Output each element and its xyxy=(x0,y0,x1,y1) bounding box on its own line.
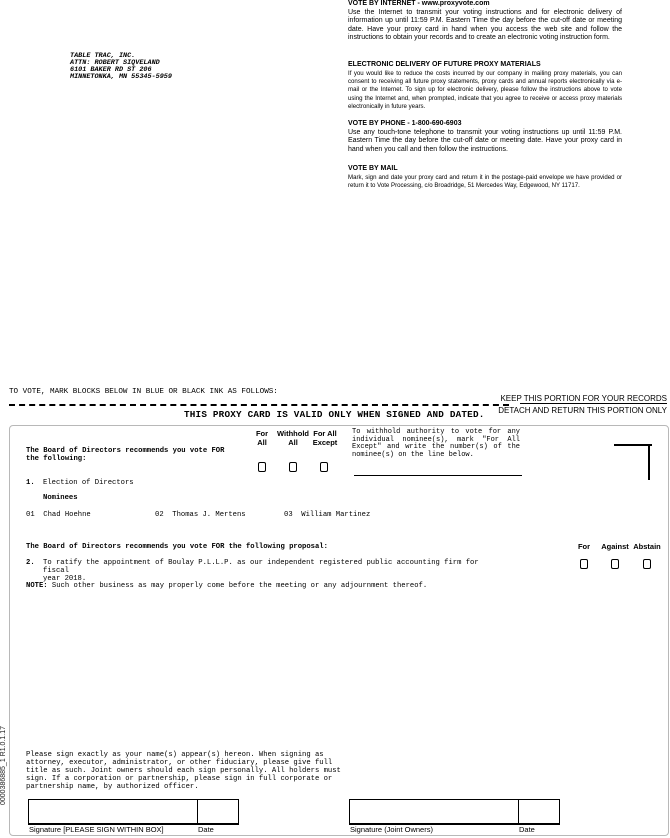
col-withhold-label: All xyxy=(288,437,298,447)
for-all-checkbox[interactable] xyxy=(258,462,266,472)
corner-mark xyxy=(648,444,650,480)
col-except-label: Except xyxy=(312,437,338,447)
item1-text: Election of Directors xyxy=(43,479,134,487)
nominee-number: 02 xyxy=(155,511,164,519)
col-withhold-all xyxy=(276,430,310,447)
nominee-name: Chad Hoehne xyxy=(43,511,91,519)
note-text: Such other business as may properly come before the meeting or any adjournment thereof. xyxy=(47,582,428,590)
item1-number: 1. xyxy=(26,479,35,487)
keep-portion-label: KEEP THIS PORTION FOR YOUR RECORDS xyxy=(500,394,667,403)
board-rec-line: The Board of Directors recommends you vote FOR xyxy=(26,447,225,455)
vote-phone-title: VOTE BY PHONE - 1-800-690-6903 xyxy=(348,120,462,127)
signature-box[interactable] xyxy=(28,799,239,825)
sign-instr-line: attorney, executor, administrator, or other fiduciary, please give full xyxy=(26,759,333,767)
nominee-number: 01 xyxy=(26,511,35,519)
nominee-number: 03 xyxy=(284,511,293,519)
signature-date-divider xyxy=(197,799,198,825)
electronic-delivery-body: If you would like to reduce the costs incurred by our company in mailing proxy materials, you can consent to receiving all future proxy statements, proxy cards and annual reports electronically via e-mail or the Internet. To sign up for electronic delivery, please follow the instructions above to vote using the Internet and, when prompted, indicate that you agree to receive or access proxy materials electronically in future years. xyxy=(348,69,622,111)
nominee-02 xyxy=(155,511,246,519)
for-all-except-checkbox[interactable] xyxy=(320,462,328,472)
corner-mark xyxy=(614,444,652,446)
col-except-label: For All xyxy=(313,429,337,438)
item2-line: To ratify the appointment of Boulay P.L.L.P. as our independent registered public accounting firm for fiscal xyxy=(43,559,479,575)
col-for-all-label: For xyxy=(255,429,269,438)
withhold-instructions: To withhold authority to vote for any individual nominee(s), mark "For All Except" and write the number(s) of the nominee(s) on the line below. xyxy=(352,428,520,459)
date-label: Date xyxy=(198,825,214,834)
nominee-name: William Martinez xyxy=(301,511,371,519)
detach-portion-label: DETACH AND RETURN THIS PORTION ONLY xyxy=(498,406,667,415)
sign-instr-line: title as such. Joint owners should each sign personally. All holders must xyxy=(26,767,341,775)
nominee-exception-line[interactable] xyxy=(354,475,522,476)
sign-instr-line: partnership name, by authorized officer. xyxy=(26,783,199,791)
address-line: ATTN: ROBERT SIQVELAND xyxy=(70,59,160,67)
vote-by-phone xyxy=(348,120,622,154)
nominee-03 xyxy=(284,511,370,519)
electronic-delivery-title: ELECTRONIC DELIVERY OF FUTURE PROXY MATERIALS xyxy=(348,61,541,68)
vote-mail-body: Mark, sign and date your proxy card and return it in the postage-paid envelope we have provided or return it to Vote Processing, c/o Broadridge, 51 Mercedes Way, Edgewood, NY 11717. xyxy=(348,173,622,189)
vote-internet-title: VOTE BY INTERNET - www.proxyvote.com xyxy=(348,0,490,7)
sign-instr-line: sign. If a corporation or partnership, please sign in full corporate or xyxy=(26,775,333,783)
nominee-01 xyxy=(26,511,91,519)
note xyxy=(26,582,427,590)
col-for-all-except xyxy=(310,430,340,447)
signing-instructions xyxy=(26,751,346,791)
mailing-address xyxy=(70,53,172,81)
joint-signature-label: Signature (Joint Owners) xyxy=(350,825,433,834)
item2-line: year 2018. xyxy=(43,575,87,583)
valid-notice: THIS PROXY CARD IS VALID ONLY WHEN SIGNED AND DATED. xyxy=(184,409,485,420)
for-checkbox[interactable] xyxy=(580,559,588,569)
col-against-label: Against xyxy=(601,542,629,551)
board-recommendation-2: The Board of Directors recommends you vote FOR the following proposal: xyxy=(26,543,328,551)
col-for-all xyxy=(250,430,274,447)
address-line: MINNETONKA, MN 55345-5959 xyxy=(70,73,172,81)
joint-date-label: Date xyxy=(519,825,535,834)
detach-dashed-line xyxy=(9,404,509,406)
document-code: 0000386885_1 R1.0.1.17 xyxy=(0,725,7,805)
vote-by-internet xyxy=(348,0,622,43)
withhold-all-checkbox[interactable] xyxy=(289,462,297,472)
col-abstain-label: Abstain xyxy=(633,542,661,551)
keep-divider xyxy=(520,403,667,404)
signature-label: Signature [PLEASE SIGN WITHIN BOX] xyxy=(29,825,164,834)
nominee-name: Thomas J. Mertens xyxy=(172,511,246,519)
against-checkbox[interactable] xyxy=(611,559,619,569)
vote-phone-body: Use any touch-tone telephone to transmit your voting instructions up until 11:59 P.M. Eastern Time the day before the cut-off date or meeting date. Have your proxy card in hand when you call and then follow the instructions. xyxy=(348,128,622,153)
vote-mail-title: VOTE BY MAIL xyxy=(348,165,398,172)
address-line: 6101 BAKER RD ST 206 xyxy=(70,66,152,74)
col-for-label: For xyxy=(577,542,591,551)
col-for-all-label: All xyxy=(257,437,267,447)
joint-signature-date-divider xyxy=(518,799,519,825)
board-recommendation-1 xyxy=(26,447,224,463)
vote-by-mail xyxy=(348,165,622,190)
nominees-label: Nominees xyxy=(43,494,78,502)
abstain-checkbox[interactable] xyxy=(643,559,651,569)
note-label: NOTE: xyxy=(26,582,48,590)
joint-signature-box[interactable] xyxy=(349,799,560,825)
address-line: TABLE TRAC, INC. xyxy=(70,52,136,60)
item2-text xyxy=(43,559,503,583)
item2-number: 2. xyxy=(26,559,35,567)
electronic-delivery xyxy=(348,61,622,112)
vote-internet-body: Use the Internet to transmit your voting instructions and for electronic delivery of information up until 11:59 P.M. Eastern Time the day before the cut-off date or meeting date. Have your proxy card in hand when you access the web site and follow the instructions to obtain your records and to create an electronic voting instruction form. xyxy=(348,8,622,42)
to-vote-instruction: TO VOTE, MARK BLOCKS BELOW IN BLUE OR BLACK INK AS FOLLOWS: xyxy=(9,388,278,396)
col-withhold-label: Withhold xyxy=(276,429,309,438)
board-rec-line: the following: xyxy=(26,455,87,463)
sign-instr-line: Please sign exactly as your name(s) appear(s) hereon. When signing as xyxy=(26,751,324,759)
